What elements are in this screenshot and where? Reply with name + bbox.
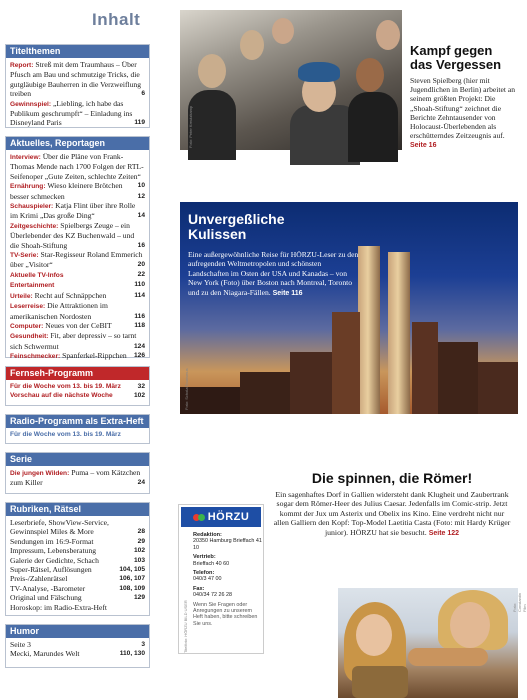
toc-keyword: Computer:	[10, 322, 44, 330]
toc-page: 124	[133, 342, 145, 350]
nyc-headline	[188, 212, 284, 242]
toc-entry[interactable]	[10, 181, 145, 201]
section-body	[6, 58, 149, 130]
photo-credit: Foto: Peter Kreutzkamp	[188, 105, 193, 148]
hoerzu-contact-box	[178, 504, 264, 654]
section-humor	[5, 624, 150, 668]
toc-entry[interactable]	[10, 382, 145, 391]
teaser-text: Eine außergewöhnliche Reise für HÖRZU-Leser zu den aufregenden Weltmetropolen und schönsten Landschaften im Osten der USA und Kanadas – von New York (Foto) über Boston nach Montreal, Toronto und zu den Niagara-Fällen.	[188, 250, 359, 297]
page-title: Inhalt	[92, 10, 141, 29]
toc-entry[interactable]	[10, 99, 145, 128]
toc-entry[interactable]	[10, 201, 145, 221]
photo-credit: Titelfoto: HÖRZU BILD USER	[183, 600, 188, 653]
toc-keyword: Ernährung:	[10, 183, 46, 191]
toc-entry[interactable]	[10, 468, 145, 488]
toc-page: 104, 105	[119, 566, 145, 574]
toc-keyword: Interview:	[10, 154, 41, 161]
hoerzu-logo	[181, 507, 261, 527]
page-reference[interactable]: Seite 116	[272, 289, 303, 297]
toc-entry[interactable]	[10, 301, 145, 321]
toc-entry[interactable]	[10, 221, 145, 250]
toc-page: 110, 130	[119, 650, 145, 658]
toc-entry[interactable]	[10, 270, 145, 280]
toc-keyword: Gewinnspiel:	[10, 100, 52, 108]
toc-page: 108, 109	[119, 584, 145, 592]
page-reference[interactable]: Seite 122	[428, 529, 460, 537]
toc-entry[interactable]	[10, 593, 145, 602]
logo-wordmark: HÖRZU	[207, 511, 250, 523]
toc-text: Seite 3	[10, 640, 31, 649]
toc-text: Neues von der CeBIT	[45, 320, 112, 330]
headline-line: Kampf gegen	[410, 43, 493, 58]
contact-label: Telefon:	[193, 570, 215, 577]
toc-page: 10	[137, 182, 145, 190]
nyc-teaser	[188, 250, 363, 298]
toc-entry[interactable]	[10, 556, 145, 565]
section-heading: Radio-Programm als Extra-Heft	[6, 415, 149, 428]
spielberg-photo[interactable]	[180, 10, 402, 150]
section-titelthemen	[5, 44, 150, 128]
toc-text: Vorschau auf die nächste Woche	[10, 392, 113, 400]
contact-value[interactable]: 040/3 47 00	[193, 576, 222, 583]
toc-keyword: Gesundheit:	[10, 333, 49, 341]
toc-page: 16	[137, 241, 145, 249]
new-york-photo[interactable]	[180, 202, 518, 414]
toc-text: Fit, aber depressiv – so tarnt sich Schwermut	[10, 331, 137, 351]
toc-page: 20	[137, 261, 145, 269]
toc-keyword: Feinschmecker:	[10, 353, 61, 361]
toc-text: Die Attraktionen im amerikanischen Nordosten	[10, 301, 108, 321]
toc-entry[interactable]	[10, 565, 145, 574]
page-reference[interactable]: Seite 16	[410, 142, 437, 150]
toc-entry[interactable]	[10, 537, 145, 546]
contact-label: Redaktion:	[193, 532, 222, 538]
section-rubriken	[5, 502, 150, 616]
toc-page: 12	[137, 192, 145, 200]
toc-text: Streß mit dem Traumhaus – Über Pfusch am Bau und schmutzige Tricks, die gutgläubige Bauherren in die Verzweiflung treiben	[10, 60, 142, 99]
section-body	[6, 428, 149, 441]
toc-page: 126	[133, 352, 145, 360]
toc-text: Original und Fälschung	[10, 593, 82, 603]
photo-credit: Foto: Constantin Film	[512, 592, 527, 612]
toc-entry[interactable]	[10, 280, 145, 290]
contact-value: Brieffach 40 60	[193, 560, 230, 567]
toc-text: Galerie der Gedichte, Schach	[10, 555, 99, 565]
headline-line: Unvergeßliche	[188, 211, 285, 227]
toc-text: Für die Woche vom 13. bis 19. März	[10, 431, 121, 438]
toc-page: 119	[134, 119, 145, 127]
toc-text: Preis-/Zahlenrätsel	[10, 574, 68, 584]
toc-keyword: Entertainment	[10, 282, 55, 290]
toc-text: Sendungen im 16:9-Format	[10, 536, 94, 546]
toc-text: Katja Flint über ihre Rolle im Krimi „Das große Ding“	[10, 201, 136, 221]
toc-entry[interactable]	[10, 321, 145, 331]
toc-page: 28	[137, 528, 145, 536]
toc-entry[interactable]	[10, 518, 145, 537]
spielberg-headline	[410, 44, 518, 72]
toc-text: TV-Analyse, -Barometer	[10, 583, 86, 593]
toc-entry[interactable]	[10, 640, 145, 649]
toc-page: 106, 107	[119, 575, 145, 583]
toc-text: Wieso kleinere Brötchen besser schmecken	[10, 181, 123, 201]
toc-entry[interactable]	[10, 250, 145, 270]
toc-keyword: Report:	[10, 62, 34, 69]
toc-page: 129	[133, 594, 145, 602]
teaser-text: Ein sagenhaftes Dorf in Gallien widersteht dank Klugheit und Zaubertrank sogar dem Römer-Heer des Julius Caesar. Jedenfalls im Comic-strip. Jetzt kommt der Jux um Asterix und Obelix ins Kino. Eine verdreht nicht nur allen Galliern den Kopf: Top-Model Laetitia Casta (Foto: mit Hardy Krüger junior). HÖRZU hat sie besucht.	[273, 490, 511, 537]
toc-entry[interactable]	[10, 546, 145, 555]
section-serie	[5, 452, 150, 494]
section-heading: Serie	[6, 453, 149, 466]
toc-entry[interactable]	[10, 603, 145, 612]
section-aktuelles	[5, 136, 150, 361]
section-body	[6, 466, 149, 490]
toc-page: 29	[137, 537, 145, 545]
spielberg-teaser	[410, 76, 518, 151]
contact-value: 20350 Hamburg Brieffach 41 10	[193, 538, 262, 551]
headline-line: Kulissen	[188, 226, 247, 242]
toc-text: Spanferkel-Rippchen	[62, 351, 127, 361]
toc-entry[interactable]	[10, 331, 145, 351]
toc-text: Über die Pläne von Frank-Thomas Mende nach 1700 Folgen der RTL-Seifenoper „Gute Zeiten, schlechte Zeiten“	[10, 152, 144, 181]
toc-entry[interactable]	[10, 430, 145, 439]
toc-keyword: TV-Serie:	[10, 252, 39, 260]
toc-page: 110	[134, 281, 145, 289]
toc-entry[interactable]	[10, 391, 145, 400]
section-heading: Titelthemen	[6, 45, 149, 58]
logo-dot-icon	[198, 514, 205, 521]
section-radio	[5, 414, 150, 444]
toc-text: Impressum, Lebensberatung	[10, 546, 97, 556]
section-heading: Humor	[6, 625, 149, 638]
toc-page: 6	[141, 90, 145, 98]
toc-page: 14	[137, 212, 145, 220]
roemer-headline: Die spinnen, die Römer!	[311, 470, 473, 486]
toc-text: Leserbriefe, ShowView-Service, Gewinnspiel Miles & More	[10, 518, 109, 537]
toc-page: 102	[133, 392, 145, 400]
contact-label: Fax:	[193, 585, 205, 592]
section-body	[6, 638, 149, 661]
roemer-teaser	[272, 490, 512, 538]
section-body	[6, 516, 149, 614]
section-fernseh	[5, 366, 150, 406]
teaser-text: Steven Spielberg (hier mit Jugendlichen in Berlin) arbeitet an seinem größten Projekt: Die „Shoah-Stiftung“ zeichnet die Berichte Zehntausender von Holocaust-Überlebenden als erschütterndes Zeitzeugnis auf.	[410, 76, 516, 141]
section-heading: Fernseh-Programm	[6, 367, 149, 380]
asterix-photo[interactable]	[338, 588, 518, 698]
toc-text: Star-Regisseur Roland Emmerich über „Visitor“	[10, 250, 143, 270]
section-body	[6, 150, 149, 364]
toc-page: 22	[137, 270, 145, 278]
toc-keyword: Die jungen Wilden:	[10, 470, 70, 477]
toc-entry[interactable]	[10, 584, 145, 593]
toc-text: Puma – vom Kätzchen zum Killer	[10, 468, 141, 488]
contact-info	[193, 532, 263, 627]
toc-keyword: Leserreise:	[10, 303, 46, 311]
toc-entry[interactable]	[10, 60, 145, 99]
toc-keyword: Urteile:	[10, 292, 33, 300]
toc-text: Super-Rätsel, Auflösungen	[10, 565, 92, 575]
toc-page: 32	[137, 383, 145, 390]
toc-page: 103	[133, 556, 145, 564]
photo-credit: Foto: Scholz/Tourismus	[184, 368, 189, 410]
toc-text: „Liebling, ich habe das Publikum geschrumpft“ – Einladung ins Disneyland Paris	[10, 98, 133, 128]
toc-page: 24	[137, 479, 145, 487]
toc-keyword: Zeitgeschichte:	[10, 222, 59, 230]
toc-text: Mecki, Marundes Welt	[10, 649, 80, 659]
contact-note: Wenn Sie Fragen oder Anregungen zu unserem Heft haben, bitte schreiben Sie uns.	[193, 601, 258, 627]
section-body	[6, 380, 149, 403]
contact-label: Vertrieb:	[193, 554, 216, 561]
toc-entry[interactable]	[10, 574, 145, 583]
toc-text: Recht auf Schnäppchen	[34, 290, 107, 300]
contact-value[interactable]: 040/34 72 26 28	[193, 592, 232, 599]
headline-line: das Vergessen	[410, 57, 502, 72]
toc-page: 116	[134, 312, 145, 320]
toc-keyword: Schauspieler:	[10, 203, 54, 211]
section-heading: Rubriken, Rätsel	[6, 503, 149, 516]
toc-page: 3	[141, 641, 145, 648]
toc-keyword: Aktuelle TV-Infos	[10, 271, 64, 279]
toc-text: Für die Woche vom 13. bis 19. März	[10, 383, 121, 390]
section-heading: Aktuelles, Reportagen	[6, 137, 149, 150]
toc-entry[interactable]	[10, 291, 145, 301]
toc-text: Horoskop: im Radio-Extra-Heft	[10, 602, 108, 612]
toc-entry[interactable]	[10, 351, 145, 361]
toc-text: Spielbergs Zeuge – ein Überlebender des KZ Buchenwald – und die Shoah-Stiftung	[10, 220, 135, 250]
toc-entry[interactable]	[10, 649, 145, 658]
toc-page: 114	[134, 291, 145, 299]
toc-page: 118	[134, 321, 145, 329]
toc-page: 102	[133, 547, 145, 555]
